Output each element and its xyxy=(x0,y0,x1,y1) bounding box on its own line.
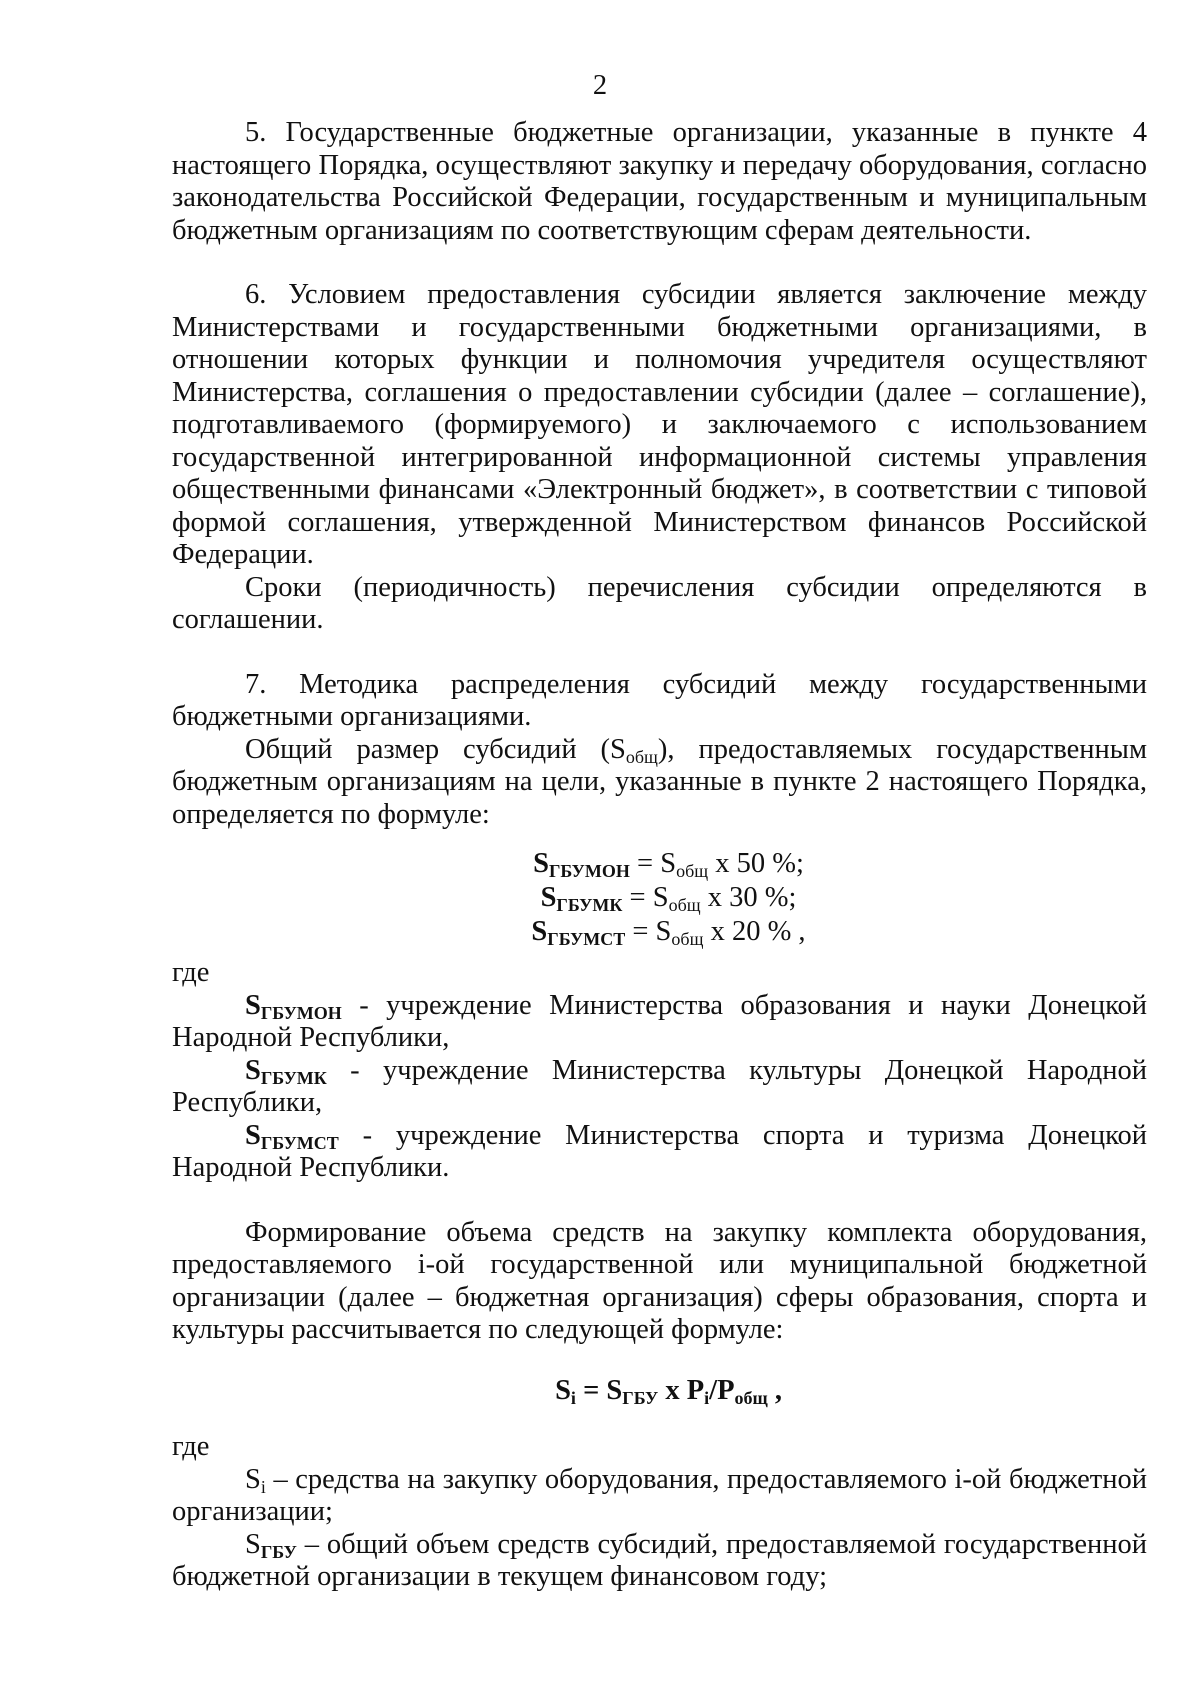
formula-rest: x 50 %; xyxy=(708,848,804,879)
formula-line xyxy=(190,915,1147,949)
formula-symbol: S xyxy=(531,916,548,947)
paragraph-6-terms: Сроки (периодичность) перечисления субсидии определяются в соглашении. xyxy=(172,571,1147,635)
definition-text: - учреждение Министерства спорта и туризма Донецкой Народной Республики. xyxy=(172,1119,1147,1183)
formula-subscript: ГБУМК xyxy=(556,895,623,915)
formula-symbol: S xyxy=(540,882,557,913)
definition-symbol: S xyxy=(245,989,261,1021)
where-label-2: где xyxy=(172,1431,210,1462)
formula-equals: = S xyxy=(625,916,672,947)
definition-text: – общий объем средств субсидий, предоставляемой государственной бюджетной организации в текущем финансовом году; xyxy=(172,1528,1147,1592)
formula-rest: x 30 %; xyxy=(700,882,797,913)
definition-si xyxy=(172,1464,1147,1529)
formula-subscript: общ xyxy=(668,895,701,915)
formula-subscript: общ xyxy=(734,1387,768,1408)
definition-symbol: S xyxy=(245,1463,261,1495)
definition-text: – средства на закупку оборудования, предоставляемого i-ой бюджетной организации; xyxy=(172,1463,1147,1527)
subscript: общ xyxy=(625,746,658,767)
document-body xyxy=(172,117,1147,1594)
definition-subscript: ГБУ xyxy=(260,1541,297,1562)
definition-sgbu xyxy=(172,1529,1147,1594)
paragraph-6: 6. Условием предоставления субсидии является заключение между Министерствами и государственными бюджетными организациями, в отношении которых функции и полномочия учредителя осуществляют Министерства, соглашения о предоставлении субсидии (далее – соглашение), подготавливаемого (формируемого) и заключаемого с использованием государственной интегрированной информационной системы управления общественными финансами «Электронный бюджет», в соответствии с типовой формой соглашения, утвержденной Министерством финансов Российской Федерации. xyxy=(172,279,1147,570)
paragraph-7-total xyxy=(172,734,1147,832)
formula-subscript: ГБУМСТ xyxy=(547,929,626,949)
formula-subscript: i xyxy=(704,1387,710,1408)
formula-part: /P xyxy=(709,1374,735,1406)
where-label: где xyxy=(172,957,210,988)
main-formula xyxy=(172,1375,1147,1408)
definition-subscript: ГБУМОН xyxy=(260,1002,342,1023)
definition-gbumst xyxy=(172,1120,1147,1185)
definition-symbol: S xyxy=(245,1119,261,1151)
definition-text: - учреждение Министерства культуры Донецкой Народной Республики, xyxy=(172,1054,1147,1118)
formula-symbol: S xyxy=(533,848,549,879)
text-fragment: Общий размер субсидий (S xyxy=(245,733,626,765)
formula-subscript: i xyxy=(570,1387,576,1408)
definition-gbumk xyxy=(172,1055,1147,1120)
definition-subscript: ГБУМК xyxy=(260,1067,327,1088)
definition-symbol: S xyxy=(245,1528,261,1560)
definition-subscript: i xyxy=(260,1476,266,1497)
formula-subscript: ГБУ xyxy=(622,1387,659,1408)
definition-subscript: ГБУМСТ xyxy=(260,1132,339,1153)
formula-equals: = S xyxy=(622,882,669,913)
formula-subscript: общ xyxy=(676,861,709,881)
text-fragment: ), предоставляемых государственным бюджетным организациям на цели, указанные в пункте 2 настоящего Порядка, определяется по формуле: xyxy=(172,733,1147,830)
formula-subscript: ГБУМОН xyxy=(548,861,630,881)
paragraph-5: 5. Государственные бюджетные организации, указанные в пункте 4 настоящего Порядка, осуществляют закупку и передачу оборудования, согласно законодательства Российской Федерации, государственным и муниципальным бюджетным организациям по соответствующим сферам деятельности. xyxy=(172,117,1147,246)
definition-gbumon xyxy=(172,990,1147,1055)
definition-symbol: S xyxy=(245,1054,261,1086)
page-number: 2 xyxy=(592,70,608,101)
formula-line xyxy=(190,881,1147,915)
formula-symbol: S xyxy=(555,1374,571,1406)
paragraph-7: 7. Методика распределения субсидий между государственными бюджетными организациями. xyxy=(172,668,1147,732)
formula-equals: = S xyxy=(629,848,677,879)
formula-subscript: общ xyxy=(671,929,704,949)
formula-line xyxy=(190,847,1147,881)
distribution-formulas xyxy=(172,847,1147,949)
formula-rest: x 20 % , xyxy=(703,916,806,947)
definition-text: - учреждение Министерства образования и науки Донецкой Народной Республики, xyxy=(172,989,1147,1053)
formula-equals: = S xyxy=(575,1374,623,1406)
formula-end: , xyxy=(767,1374,782,1406)
paragraph-volume: Формирование объема средств на закупку комплекта оборудования, предоставляемого i-ой государственной или муниципальной бюджетной организации (далее – бюджетная организация) сферы образования, спорта и культуры рассчитывается по следующей формуле: xyxy=(172,1216,1147,1345)
formula-part: x P xyxy=(658,1374,705,1406)
